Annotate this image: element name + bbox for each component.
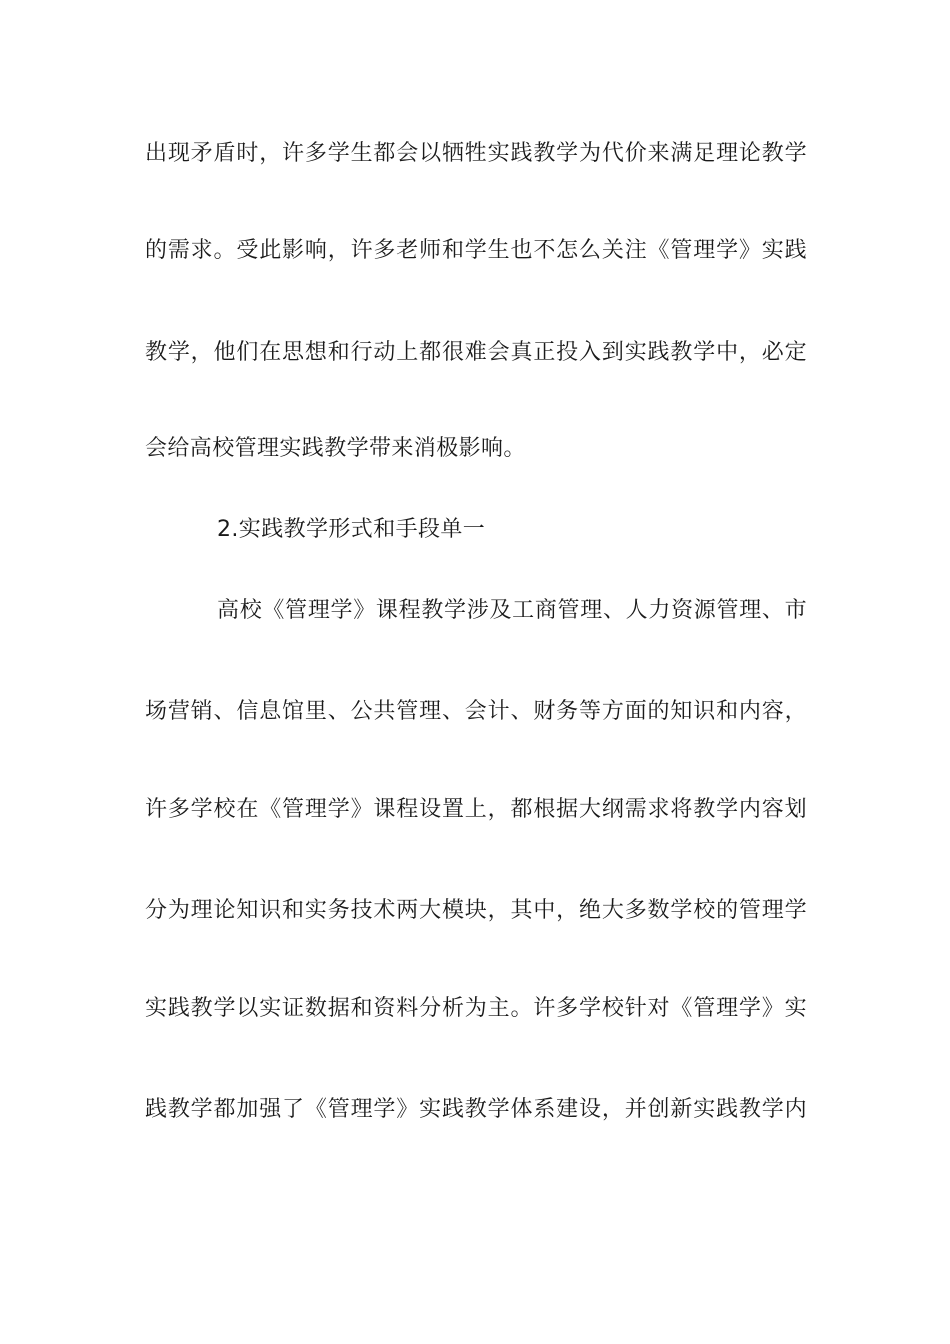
section-heading: 2.实践教学形式和手段单一 — [217, 517, 486, 542]
paragraph-line: 实践教学以实证数据和资料分析为主。许多学校针对《管理学》实 — [145, 996, 807, 1021]
paragraph-line: 的需求。受此影响，许多老师和学生也不怎么关注《管理学》实践 — [145, 238, 807, 263]
paragraph-line: 许多学校在《管理学》课程设置上，都根据大纲需求将教学内容划 — [145, 797, 807, 822]
paragraph-line: 高校《管理学》课程教学涉及工商管理、人力资源管理、市 — [217, 598, 807, 623]
paragraph-line: 场营销、信息馆里、公共管理、会计、财务等方面的知识和内容， — [145, 699, 807, 724]
paragraph-line: 践教学都加强了《管理学》实践教学体系建设，并创新实践教学内 — [145, 1097, 807, 1122]
paragraph-line: 分为理论知识和实务技术两大模块，其中，绝大多数学校的管理学 — [145, 898, 807, 923]
paragraph-line: 出现矛盾时，许多学生都会以牺牲实践教学为代价来满足理论教学 — [145, 141, 807, 166]
paragraph-line: 会给高校管理实践教学带来消极影响。 — [145, 436, 526, 461]
paragraph-line: 教学，他们在思想和行动上都很难会真正投入到实践教学中，必定 — [145, 340, 807, 365]
